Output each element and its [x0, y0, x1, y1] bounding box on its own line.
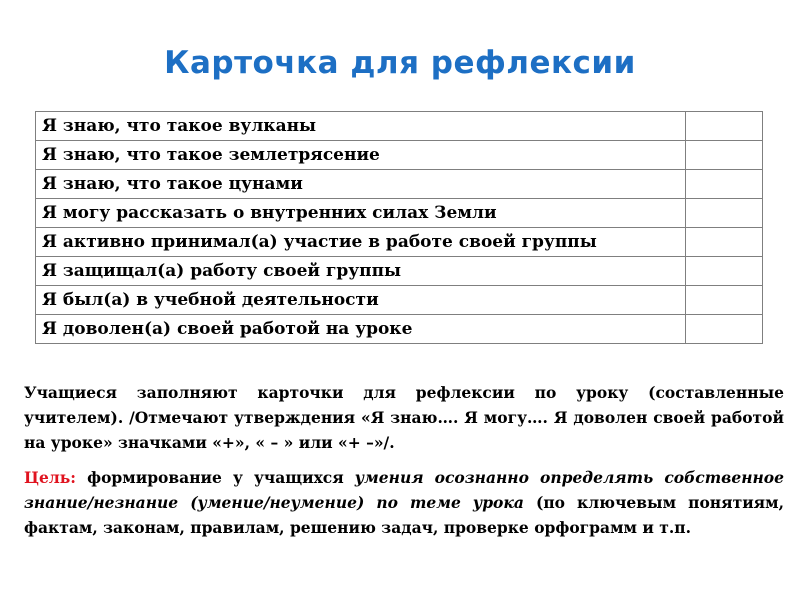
statement-cell: Я знаю, что такое цунами — [36, 170, 686, 199]
goal-text-tail: (по ключевым понятиям, фактам, законам, правилам, решению задач, проверке орфограмм и т.п. — [24, 492, 784, 537]
reflection-table — [35, 111, 763, 344]
table-row — [36, 141, 763, 170]
statement-cell: Я активно принимал(а) участие в работе своей группы — [36, 228, 686, 257]
mark-cell[interactable] — [686, 286, 763, 315]
goal-label: Цель: — [24, 467, 77, 487]
mark-cell[interactable] — [686, 315, 763, 344]
statement-cell: Я могу рассказать о внутренних силах Земли — [36, 199, 686, 228]
goal-paragraph — [24, 465, 784, 540]
statement-cell: Я знаю, что такое вулканы — [36, 112, 686, 141]
table-row — [36, 286, 763, 315]
table-row — [36, 257, 763, 286]
statement-cell: Я был(а) в учебной деятельности — [36, 286, 686, 315]
table-row — [36, 170, 763, 199]
mark-cell[interactable] — [686, 257, 763, 286]
statement-cell: Я доволен(а) своей работой на уроке — [36, 315, 686, 344]
table-row — [36, 228, 763, 257]
mark-cell[interactable] — [686, 112, 763, 141]
goal-text-plain: формирование у учащихся — [76, 467, 355, 487]
description-paragraph: Учащиеся заполняют карточки для рефлексии по уроку (составленные учителем). /Отмечают утверждения «Я знаю…. Я могу…. Я доволен своей работой на уроке» значками «+», « – » или «+ –»/. — [24, 382, 784, 452]
statement-cell: Я знаю, что такое землетрясение — [36, 141, 686, 170]
table-row — [36, 315, 763, 344]
mark-cell[interactable] — [686, 170, 763, 199]
mark-cell[interactable] — [686, 199, 763, 228]
page-title: Карточка для рефлексии — [164, 45, 636, 81]
statement-cell: Я защищал(а) работу своей группы — [36, 257, 686, 286]
table-row — [36, 112, 763, 141]
goal-text-italic: умения осознанно определять собственное знание/незнание (умение/неумение) по теме урока — [24, 467, 784, 512]
table-row — [36, 199, 763, 228]
mark-cell[interactable] — [686, 141, 763, 170]
mark-cell[interactable] — [686, 228, 763, 257]
